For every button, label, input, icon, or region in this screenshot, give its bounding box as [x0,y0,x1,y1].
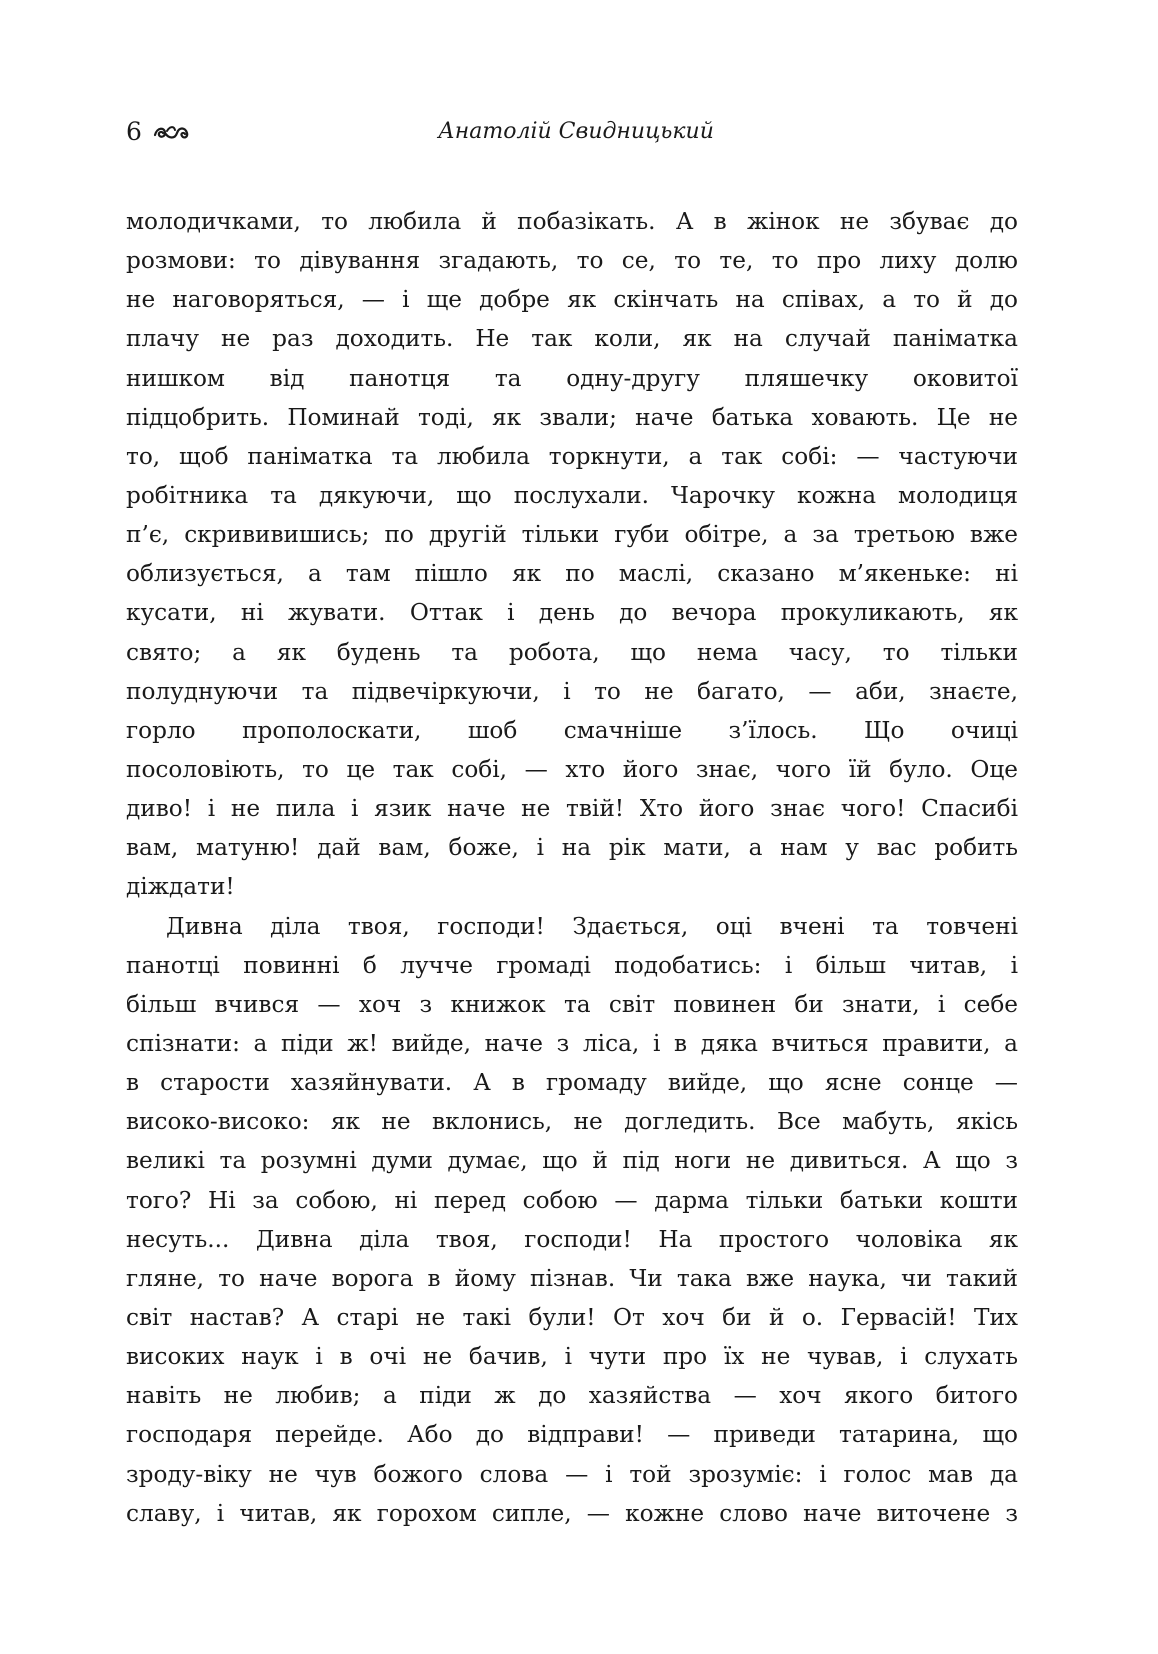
fleuron-icon [153,123,189,143]
text-line: світ настав? А старі не такі були! От хоч би й о. Гервасій! Тих [126,1303,1018,1331]
page-number: 6 [126,117,142,146]
text-line: зроду-віку не чув божого слова — і той зрозуміє: і голос мав да [126,1460,1018,1488]
text-line: посоловіють, то це так собі, — хто його знає, чого їй було. Оце [126,755,1018,783]
text-line: гляне, то наче ворога в йому пізнав. Чи така вже наука, чи такий [126,1264,1018,1292]
paragraph-2 [126,907,1018,1533]
text-line: розмови: то дівування згадають, то се, то те, то про лиху долю [126,247,1018,275]
text-line: плачу не раз доходить. Не так коли, як на случай паніматка [126,325,1018,353]
text-line: диво! і не пила і язик наче не твій! Хто його знає чого! Спасибі [126,795,1018,823]
text-line: славу, і читав, як горохом сипле, — кожне слово наче виточене з [126,1499,1018,1527]
text-line: Дивна діла твоя, господи! Здається, оці вчені та товчені [166,912,1018,940]
text-line: діждати! [126,873,235,901]
text-line: великі та розумні думи думає, що й під ноги не дивиться. А що з [126,1147,1018,1175]
text-line: робітника та дякуючи, що послухали. Чарочку кожна молодиця [126,481,1018,509]
text-line: нишком від панотця та одну-другу пляшечку оковитої [126,364,1018,392]
text-line: більш вчився — хоч з книжок та світ повинен би знати, і себе [126,990,1018,1018]
text-line: навіть не любив; а піди ж до хазяйства — хоч якого битого [126,1382,1018,1410]
text-line: свято; а як будень та робота, що нема часу, то тільки [126,638,1018,666]
page-header [126,112,1026,152]
text-line: полуднуючи та підвечіркуючи, і то не багато, — аби, знаєте, [126,677,1018,705]
text-line: вам, матуню! дай вам, боже, і на рік мати, а нам у вас робить [126,834,1018,862]
text-line: горло прополоскати, шоб смачніше з’їлось. Що очиці [126,716,1018,744]
text-line: високих наук і в очі не бачив, і чути про їх не чував, і слухать [126,1343,1018,1371]
body-text [126,202,1018,1533]
running-head-author: Анатолій Свидницький [438,119,714,144]
text-line: підцобрить. Поминай тоді, як звали; наче батька ховають. Це не [126,403,1018,431]
text-line: то, щоб паніматка та любила торкнути, а так собі: — частуючи [126,442,1018,470]
text-line: спізнати: а піди ж! вийде, наче з ліса, і в дяка вчиться правити, а [126,1029,1018,1057]
text-line: того? Ні за собою, ні перед собою — дарма тільки батьки кошти [126,1186,1018,1214]
text-line: п’є, скрививишись; по другій тільки губи обітре, а за третьою вже [126,521,1018,549]
text-line: облизується, а там пішло як по маслі, сказано м’якеньке: ні [126,560,1018,588]
text-line: не наговоряться, — і ще добре як скінчать на співах, а то й до [126,286,1018,314]
text-line: високо-високо: як не вклонись, не догледить. Все мабуть, якісь [126,1108,1018,1136]
text-line: панотці повинні б лучче громаді подобатись: і більш читав, і [126,951,1018,979]
text-line: господаря перейде. Або до відправи! — приведи татарина, що [126,1421,1018,1449]
paragraph-1 [126,202,1018,907]
text-line: несуть... Дивна діла твоя, господи! На простого чоловіка як [126,1225,1018,1253]
text-line: кусати, ні жувати. Оттак і день до вечора прокуликають, як [126,599,1018,627]
text-line: в старости хазяйнувати. А в громаду вийде, що ясне сонце — [126,1069,1018,1097]
text-line: молодичками, то любила й побазікать. А в жінок не збуває до [126,208,1018,235]
